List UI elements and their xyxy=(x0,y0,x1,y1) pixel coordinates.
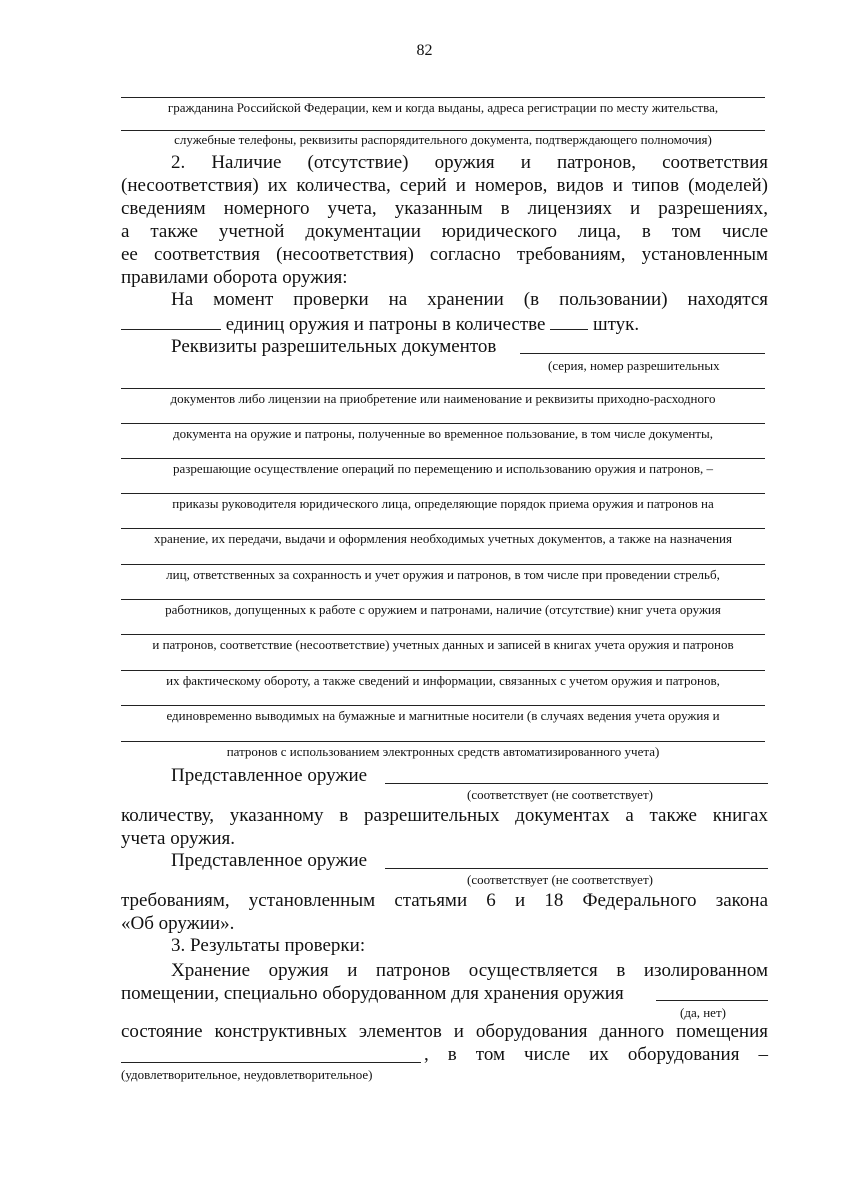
weapon-fill-line xyxy=(385,868,768,869)
cartridges-count-blank xyxy=(550,312,588,330)
fill-line xyxy=(121,130,765,131)
fill-line xyxy=(121,599,765,600)
paragraph-line: состояние конструктивных элементов и оборудования данного помещения xyxy=(121,1021,768,1042)
paragraph-line: количеству, указанному в разрешительных документах а также книгах xyxy=(121,805,768,826)
field-caption: гражданина Российской Федерации, кем и когда выданы, адреса регистрации по месту жительства, xyxy=(167,100,719,115)
paragraph-line: сведениям номерного учета, указанным в лицензиях и разрешениях, xyxy=(121,198,768,219)
fill-line xyxy=(121,670,765,671)
condition-fill-line xyxy=(121,1062,421,1063)
weapon-label: Представленное оружие xyxy=(171,765,368,786)
field-caption: служебные телефоны, реквизиты распорядительного документа, подтверждающего полномочия) xyxy=(174,132,712,147)
condition-note: (удовлетворительное, неудовлетворительное) xyxy=(121,1067,373,1082)
fill-line xyxy=(121,388,765,389)
fill-line xyxy=(121,705,765,706)
paragraph-line: ее соответствия (несоответствия) согласно требованиям, установленным xyxy=(121,244,768,265)
fill-line xyxy=(121,423,765,424)
paragraph-line: правилами оборота оружия: xyxy=(121,267,348,288)
weapon-label: Представленное оружие xyxy=(171,850,368,871)
field-caption: патронов с использованием электронных средств автоматизированного учета) xyxy=(226,744,660,759)
paragraph-line: (несоответствия) их количества, серий и номеров, видов и типов (моделей) xyxy=(121,175,768,196)
paragraph-line: Хранение оружия и патронов осуществляется в изолированном xyxy=(171,960,768,981)
paragraph-line xyxy=(121,983,768,1005)
paragraph-line: «Об оружии». xyxy=(121,913,235,934)
paragraph-line: а также учетной документации юридического лица, в том числе xyxy=(121,221,768,242)
permits-fill-line xyxy=(520,353,765,354)
yes-no-note: (да, нет) xyxy=(680,1005,726,1020)
fill-line xyxy=(121,458,765,459)
fill-line xyxy=(121,634,765,635)
pieces-text: штук. xyxy=(592,314,640,335)
weapon-note: (соответствует (не соответствует) xyxy=(467,872,653,887)
paragraph-line: требованиям, установленным статьями 6 и 18 Федерального закона xyxy=(121,890,768,911)
condition-tail: , в том числе их оборудования – xyxy=(424,1044,768,1065)
storage-line: На момент проверки на хранении (в пользовании) находятся xyxy=(171,289,768,310)
permits-label: Реквизиты разрешительных документов xyxy=(171,336,497,357)
weapon-fill-line xyxy=(385,783,768,784)
paragraph-line: 2. Наличие (отсутствие) оружия и патронов, соответствия xyxy=(171,152,768,173)
units-text: единиц оружия и патроны в количестве xyxy=(225,314,546,335)
storage-count-line xyxy=(121,312,768,336)
permits-line xyxy=(121,336,768,358)
field-caption: приказы руководителя юридического лица, определяющие порядок приема оружия и патронов на xyxy=(172,496,714,511)
page-number: 82 xyxy=(416,42,433,59)
weapon-note: (соответствует (не соответствует) xyxy=(467,787,653,802)
field-caption: хранение, их передачи, выдачи и оформления необходимых учетных документов, а также на назначения xyxy=(153,531,732,546)
paragraph-line: учета оружия. xyxy=(121,828,235,849)
permits-note: (серия, номер разрешительных xyxy=(548,358,720,373)
field-caption: документа на оружие и патроны, полученные во временное пользование, в том числе документы, xyxy=(173,426,713,441)
field-caption: единовременно выводимых на бумажные и магнитные носители (в случаях ведения учета оружия и xyxy=(166,708,720,723)
fill-line xyxy=(121,528,765,529)
fill-line xyxy=(121,564,765,565)
weapons-count-blank xyxy=(121,312,221,330)
fill-line xyxy=(121,97,765,98)
field-caption: их фактическому обороту, а также сведений и информации, связанных с учетом оружия и патронов, xyxy=(166,673,720,688)
fill-line xyxy=(121,493,765,494)
field-caption: работников, допущенных к работе с оружием и патронами, наличие (отсутствие) книг учета оружия xyxy=(165,602,721,617)
field-caption: разрешающие осуществление операций по перемещению и использованию оружия и патронов, – xyxy=(173,461,713,476)
section-title: 3. Результаты проверки: xyxy=(171,935,366,956)
yes-no-fill-line xyxy=(656,1000,768,1001)
field-caption: лиц, ответственных за сохранность и учет оружия и патронов, в том числе при проведении стрельб, xyxy=(166,567,720,582)
storage-room-text: помещении, специально оборудованном для хранения оружия xyxy=(121,983,624,1004)
fill-line xyxy=(121,741,765,742)
field-caption: и патронов, соответствие (несоответствие) учетных данных и записей в книгах учета оружия и патронов xyxy=(152,637,734,652)
field-caption: документов либо лицензии на приобретение или наименование и реквизиты приходно-расходного xyxy=(170,391,716,406)
